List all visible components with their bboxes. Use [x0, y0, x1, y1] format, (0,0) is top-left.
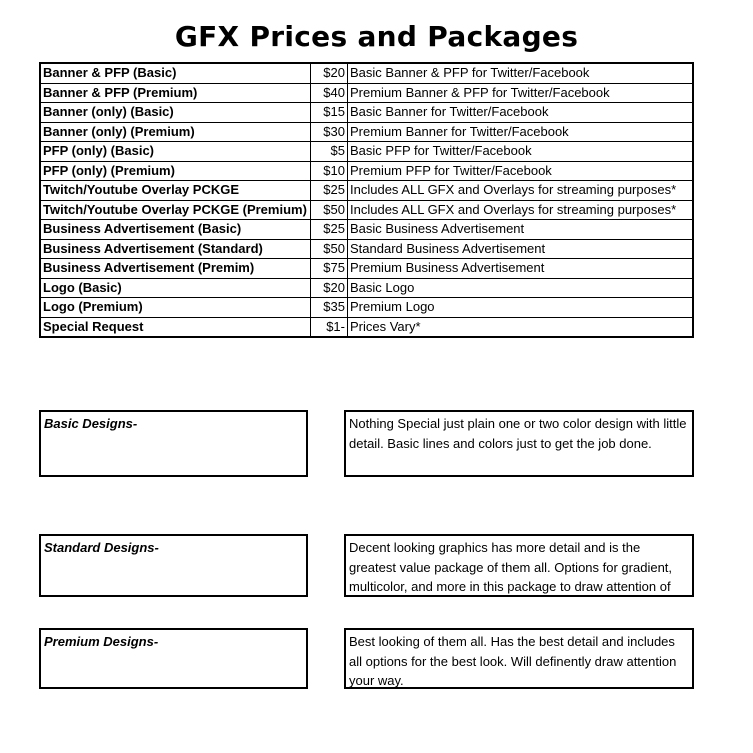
table-row — [40, 239, 693, 259]
package-name: Banner & PFP (Basic) — [40, 63, 311, 83]
package-description: Premium Logo — [348, 298, 694, 318]
package-description: Premium PFP for Twitter/Facebook — [348, 161, 694, 181]
package-name: Twitch/Youtube Overlay PCKGE — [40, 181, 311, 201]
premium-designs-description: Best looking of them all. Has the best detail and includes all options for the best look. Will definently draw attention your way. — [349, 634, 677, 688]
package-name: Twitch/Youtube Overlay PCKGE (Premium) — [40, 200, 311, 220]
package-name: PFP (only) (Premium) — [40, 161, 311, 181]
package-price: $35 — [311, 298, 348, 318]
package-name: Business Advertisement (Premim) — [40, 259, 311, 279]
table-row — [40, 63, 693, 83]
package-price: $5 — [311, 142, 348, 162]
table-row — [40, 220, 693, 240]
package-description: Prices Vary* — [348, 317, 694, 337]
package-description: Basic Banner & PFP for Twitter/Facebook — [348, 63, 694, 83]
package-price: $25 — [311, 181, 348, 201]
package-price: $10 — [311, 161, 348, 181]
table-row — [40, 83, 693, 103]
standard-designs-description-box — [344, 534, 694, 597]
package-price: $75 — [311, 259, 348, 279]
package-description: Basic PFP for Twitter/Facebook — [348, 142, 694, 162]
package-name: PFP (only) (Basic) — [40, 142, 311, 162]
package-price: $1- — [311, 317, 348, 337]
package-name: Banner (only) (Premium) — [40, 122, 311, 142]
page-title: GFX Prices and Packages — [174, 20, 579, 53]
table-row — [40, 142, 693, 162]
package-name: Business Advertisement (Basic) — [40, 220, 311, 240]
standard-designs-label: Standard Designs- — [44, 540, 159, 555]
table-row — [40, 122, 693, 142]
standard-designs-description: Decent looking graphics has more detail and is the greatest value package of them all. Options for gradient, multicolor, and more in this package to draw attention of — [349, 540, 673, 594]
table-row — [40, 161, 693, 181]
standard-designs-label-box — [39, 534, 308, 597]
premium-designs-label-box — [39, 628, 308, 689]
package-description: Premium Banner & PFP for Twitter/Facebook — [348, 83, 694, 103]
package-name: Banner & PFP (Premium) — [40, 83, 311, 103]
package-name: Business Advertisement (Standard) — [40, 239, 311, 259]
basic-designs-label-box — [39, 410, 308, 477]
package-description: Includes ALL GFX and Overlays for streaming purposes* — [348, 200, 694, 220]
package-description: Includes ALL GFX and Overlays for streaming purposes* — [348, 181, 694, 201]
package-name: Logo (Premium) — [40, 298, 311, 318]
premium-designs-description-box — [344, 628, 694, 689]
price-table — [39, 62, 694, 338]
package-description: Premium Banner for Twitter/Facebook — [348, 122, 694, 142]
table-row — [40, 259, 693, 279]
package-name: Logo (Basic) — [40, 278, 311, 298]
table-row — [40, 298, 693, 318]
basic-designs-description-box — [344, 410, 694, 477]
package-name: Banner (only) (Basic) — [40, 103, 311, 123]
basic-designs-label: Basic Designs- — [44, 416, 138, 431]
package-name: Special Request — [40, 317, 311, 337]
package-price: $15 — [311, 103, 348, 123]
package-price: $25 — [311, 220, 348, 240]
basic-designs-description: Nothing Special just plain one or two color design with little detail. Basic lines and colors just to get the job done. — [349, 416, 687, 451]
package-price: $20 — [311, 63, 348, 83]
package-price: $50 — [311, 239, 348, 259]
table-row — [40, 200, 693, 220]
table-row — [40, 317, 693, 337]
package-price: $50 — [311, 200, 348, 220]
package-description: Standard Business Advertisement — [348, 239, 694, 259]
table-row — [40, 181, 693, 201]
table-row — [40, 278, 693, 298]
package-description: Premium Business Advertisement — [348, 259, 694, 279]
package-price: $20 — [311, 278, 348, 298]
premium-designs-label: Premium Designs- — [44, 634, 159, 649]
package-description: Basic Logo — [348, 278, 694, 298]
package-price: $30 — [311, 122, 348, 142]
package-description: Basic Banner for Twitter/Facebook — [348, 103, 694, 123]
package-price: $40 — [311, 83, 348, 103]
table-row — [40, 103, 693, 123]
package-description: Basic Business Advertisement — [348, 220, 694, 240]
